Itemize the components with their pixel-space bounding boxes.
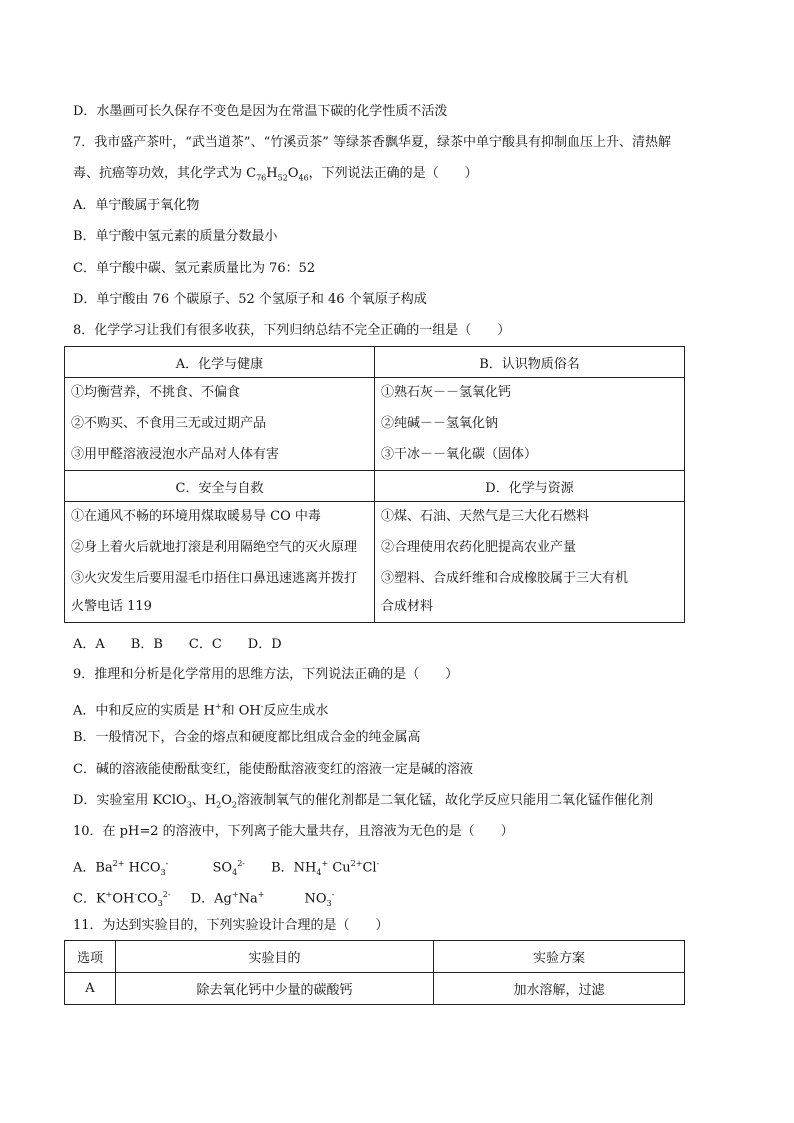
- ion: HCO: [124, 860, 161, 876]
- ion-charge: -: [331, 890, 335, 899]
- q8-cell-a: [65, 378, 375, 471]
- ion: OH: [112, 891, 135, 907]
- q7-option-d: D．单宁酸由 76 个碳原子、52 个氢原子和 46 个氧原子构成: [73, 292, 427, 307]
- formula-sub: 3: [157, 898, 163, 908]
- formula-sub: 3: [160, 867, 166, 877]
- q8-cell-c: [65, 502, 375, 623]
- q8-item: ②合理使用农药化肥提高农业产量: [381, 540, 577, 555]
- q8-cell-title-a: A．化学与健康: [65, 347, 375, 378]
- q11-cell: 加水溶解，过滤: [434, 973, 685, 1005]
- formula-sub: 4: [232, 867, 238, 877]
- q9-text: 溶液制氧气的催化剂都是二氧化锰，故化学反应只能用二氧化锰作催化剂: [236, 793, 653, 808]
- q10-options-cd: [73, 886, 334, 913]
- q11-cell: 除去氧化钙中少量的碳酸钙: [116, 973, 434, 1005]
- q8-item: 合成材料: [381, 599, 434, 614]
- q8-cell-b: [375, 378, 685, 471]
- q9-text: 反应生成水: [263, 703, 329, 719]
- q11-cell: A: [65, 973, 116, 1005]
- ion-charge: 2-: [237, 859, 245, 868]
- ion: NO: [304, 891, 327, 907]
- q7-stem-line1: 7．我市盛产茶叶，“武当道茶”、“竹溪贡茶” 等绿茶香飘华夏，绿茶中单宁酸具有抑制血压上升、清热解: [73, 135, 671, 150]
- q7-stem-line2: [73, 165, 478, 188]
- formula-sub: 76: [256, 173, 267, 183]
- formula-sub: 2: [231, 800, 237, 810]
- q11-stem: 11．为达到实验目的，下列实验设计合理的是（ ）: [73, 918, 389, 933]
- q11-header-plan: 实验方案: [434, 941, 685, 973]
- formula-sub: 52: [277, 173, 288, 183]
- q9-option-b: B．一般情况下，合金的熔点和硬度都比组成合金的纯金属高: [73, 730, 421, 745]
- ion: B．NH: [271, 860, 317, 876]
- ion: CO: [137, 891, 158, 907]
- ion-charge: +: [231, 890, 239, 899]
- ion-charge: +: [257, 890, 265, 899]
- q8-cell-title-b: B．认识物质俗名: [375, 347, 685, 378]
- ion: Cl: [362, 860, 377, 876]
- formula-sub: 46: [298, 173, 309, 183]
- q7-option-a: A．单宁酸属于氧化物: [73, 198, 200, 213]
- formula-sub: 3: [186, 800, 192, 810]
- formula-sub: 3: [326, 898, 332, 908]
- ion: Cu: [328, 860, 351, 876]
- ion-charge: -: [260, 702, 264, 711]
- q8-item: ①熟石灰－－氢氧化钙: [381, 385, 512, 400]
- q8-item: ①煤、石油、天然气是三大化石燃料: [381, 509, 590, 524]
- ion: SO: [212, 860, 233, 876]
- q8-cell-title-d: D．化学与资源: [375, 471, 685, 502]
- q11-table: [64, 940, 685, 1005]
- ion: Na: [238, 891, 258, 907]
- q9-stem: 9．推理和分析是化学常用的思维方法，下列说法正确的是（ ）: [73, 667, 459, 682]
- ion-charge: 2+: [350, 859, 363, 868]
- ion-charge: -: [134, 890, 138, 899]
- q8-table: [64, 346, 685, 623]
- q10-stem: 10．在 pH=2 的溶液中，下列离子能大量共存，且溶液为无色的是（ ）: [73, 824, 514, 839]
- q8-item: ②身上着火后就地打滚是利用隔绝空气的灭火原理: [71, 540, 358, 555]
- q7-stem-text: 毒、抗癌等功效，其化学式为 C: [73, 166, 257, 181]
- q10-options-ab: [73, 855, 379, 882]
- q8-item: ①均衡营养，不挑食、不偏食: [71, 385, 241, 400]
- q8-cell-title-c: C．安全与自救: [65, 471, 375, 502]
- q8-item: ③塑料、合成纤维和合成橡胶属于三大有机: [381, 571, 629, 586]
- q8-cell-d: [375, 502, 685, 623]
- ion-charge: +: [214, 702, 222, 711]
- q7-option-c: C．单宁酸中碳、氢元素质量比为 76：52: [73, 261, 316, 276]
- ion: A．Ba: [73, 860, 113, 876]
- formula-sub: 4: [316, 867, 322, 877]
- ion: C．K: [73, 891, 106, 907]
- formula-element: O: [287, 166, 299, 181]
- q9-option-c: C．碱的溶液能使酚酞变红，能使酚酞溶液变红的溶液一定是碱的溶液: [73, 762, 473, 777]
- formula-sub: 2: [216, 800, 222, 810]
- q9-text: D．实验室用 KClO: [73, 793, 187, 808]
- q8-item: ③用甲醛溶液浸泡水产品对人体有害: [71, 447, 280, 462]
- q9-text: 和 OH: [221, 703, 261, 719]
- ion-charge: 2-: [162, 890, 171, 899]
- q9-text: 、H: [191, 793, 217, 808]
- q9-option-d: [73, 792, 653, 815]
- q8-item: ③干冰－－氧化碳（固体）: [381, 447, 538, 462]
- q8-item: 火警电话 119: [71, 599, 152, 614]
- q8-item: ③火灾发生后要用湿毛巾捂住口鼻迅速逃离并拨打: [71, 571, 358, 586]
- q11-header-option: 选项: [65, 941, 116, 973]
- formula-element: H: [266, 166, 278, 181]
- q8-item: ②纯碱－－氢氧化钠: [381, 416, 499, 431]
- q7-option-b: B．单宁酸中氢元素的质量分数最小: [73, 229, 278, 244]
- ion-charge: +: [105, 890, 113, 899]
- q8-answers: A．A B．B C．C D．D: [73, 637, 282, 652]
- q9-text: O: [221, 793, 232, 808]
- q8-item: ①在通风不畅的环境用煤取暖易导 CO 中毒: [71, 509, 321, 524]
- ion-charge: -: [376, 859, 380, 868]
- q8-stem: 8．化学学习让我们有很多收获，下列归纳总结不完全正确的一组是（ ）: [73, 323, 511, 338]
- q9-option-a: [73, 698, 328, 720]
- ion: D．Ag: [190, 891, 232, 907]
- q9-text: A．中和反应的实质是 H: [73, 703, 215, 719]
- q11-header-purpose: 实验目的: [116, 941, 434, 973]
- q6-option-d: D．水墨画可长久保存不变色是因为在常温下碳的化学性质不活泼: [73, 104, 448, 119]
- ion-charge: 2+: [112, 859, 125, 868]
- q8-item: ②不购买、不食用三无或过期产品: [71, 416, 267, 431]
- ion-charge: -: [165, 859, 169, 868]
- ion-charge: +: [321, 859, 329, 868]
- q7-stem-text: ，下列说法正确的是（ ）: [308, 166, 478, 181]
